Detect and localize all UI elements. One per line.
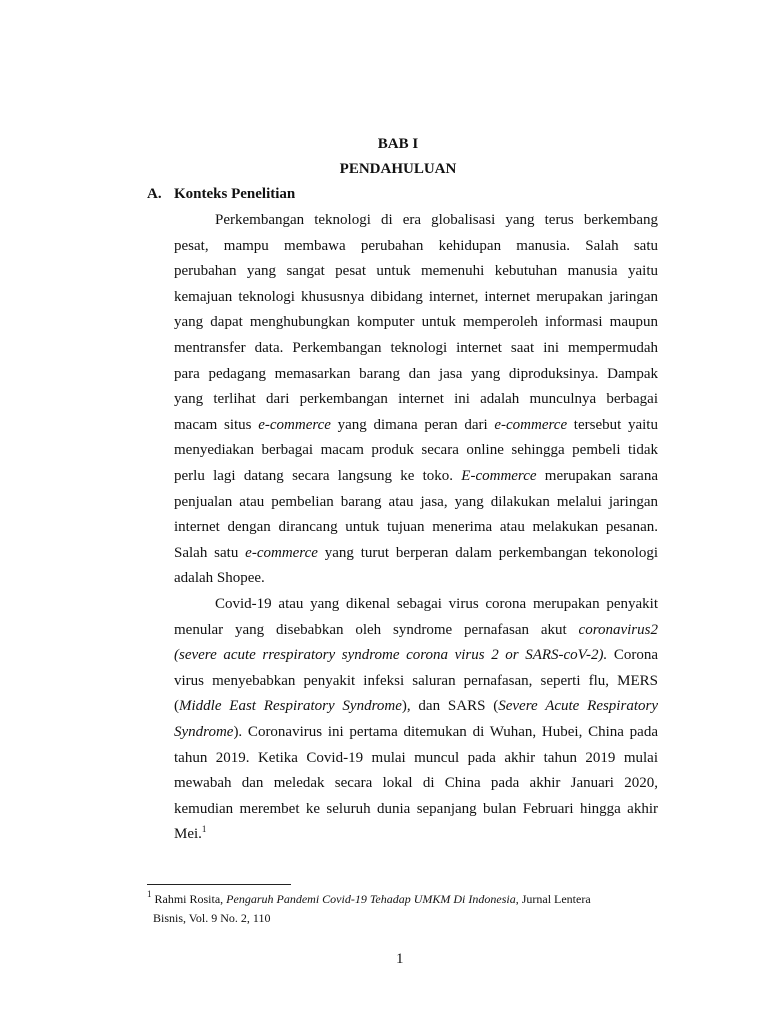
body-line (174, 412, 658, 438)
text-run: Bisnis, Vol. 9 No. 2, 110 (153, 911, 271, 925)
text-run: ). Coronavirus ini pertama ditemukan di Wuhan, Hubei, China pada (233, 724, 658, 740)
text-run: merupakan sarana (536, 468, 658, 484)
text-run: menyediakan berbagai macam produk secara online sehingga pembeli tidak (174, 442, 658, 459)
text-run: penjualan atau pembelian barang atau jasa, yang dilakukan melalui jaringan (174, 493, 658, 510)
text-run: tahun 2019. Ketika Covid-19 mulai muncul pada akhir tahun 2019 mulai (174, 749, 658, 766)
footnote-rule (147, 884, 291, 885)
section-title: Konteks Penelitian (174, 186, 296, 202)
text-run: Corona (607, 647, 658, 664)
italic-text: (severe acute rrespiratory syndrome corona virus 2 or SARS-coV-2). (174, 647, 608, 664)
body-line (174, 463, 658, 489)
text-run: para pedagang memasarkan barang dan jasa yang diproduksinya. Dampak (174, 365, 658, 382)
text-run: macam situs (174, 416, 259, 433)
body-line (174, 745, 658, 771)
chapter-title: PENDAHULUAN (339, 161, 457, 177)
text-run: yang turut berperan dalam perkembangan tekonologi (317, 544, 658, 561)
text-run: perubahan yang sangat pesat untuk memenuhi kebutuhan manusia yaitu (174, 263, 658, 280)
footnote-line-2 (153, 909, 270, 928)
text-run: virus menyebabkan penyakit infeksi saluran pernafasan, seperti flu, MERS (174, 672, 658, 689)
footnote-number: 1 (147, 889, 152, 899)
text-run: tersebut yaitu (567, 416, 658, 433)
italic-text: e-commerce (258, 416, 331, 433)
text-run: menular yang disebabkan oleh syndrome pernafasan akut (174, 621, 579, 638)
body-line (215, 207, 658, 233)
footnote-line-1 (147, 890, 591, 909)
body-line (174, 386, 658, 412)
text-run: internet dengan dirancang untuk tujuan menerima atau melakukan pesanan. (174, 519, 658, 536)
text-run: yang terlihat dari perkembangan internet ini adalah munculnya berbagai (174, 391, 658, 408)
body-line (174, 719, 658, 745)
body-line (174, 489, 658, 515)
text-run: pesat, mampu membawa perubahan kehidupan manusia. Salah satu (174, 237, 658, 254)
italic-text: Middle East Respiratory Syndrome (179, 698, 402, 715)
text-run: mentransfer data. Perkembangan teknologi internet saat ini mempermudah (174, 340, 658, 356)
body-line (174, 514, 658, 540)
body-line (174, 309, 658, 335)
text-run: mewabah dan meledak secara lokal di China pada akhir Januari 2020, (174, 775, 658, 792)
text-run: ( (174, 698, 179, 715)
body-line (174, 361, 658, 387)
text-run: yang dimana peran dari (330, 416, 495, 433)
body-line (174, 540, 658, 566)
italic-text: e-commerce (245, 544, 318, 561)
text-run: kemudian merembet ke seluruh dunia sepanjang bulan Februari hingga akhir (174, 800, 658, 817)
text-run: Salah satu (174, 544, 246, 561)
body-line (174, 796, 658, 822)
italic-text: e-commerce (494, 416, 568, 433)
body-line (174, 233, 658, 259)
body-line (174, 821, 658, 847)
body-line (174, 642, 658, 668)
body-line (215, 591, 658, 617)
text-run: , Jurnal Lentera (515, 892, 591, 906)
body-line (174, 565, 658, 591)
body-line (174, 284, 658, 310)
text-run: Mei. (174, 826, 202, 843)
chapter-label: BAB I (377, 136, 419, 152)
italic-text: Syndrome (174, 724, 234, 740)
text-run: kemajuan teknologi khususnya dibidang internet, internet merupakan jaringan (174, 288, 658, 305)
footnote-citation-cont (153, 911, 270, 925)
text-run: ), dan SARS ( (401, 698, 499, 715)
footnote-ref: 1 (201, 824, 207, 835)
body-line (174, 770, 658, 796)
section-heading (147, 186, 295, 203)
text-run: Perkembangan teknologi di era globalisasi yang terus berkembang (215, 212, 658, 228)
italic-text: Pengaruh Pandemi Covid-19 Tehadap UMKM Di Indonesia (226, 892, 516, 906)
body-line (174, 437, 658, 463)
italic-text: Severe Acute Respiratory (498, 698, 658, 715)
footnote-citation (152, 892, 591, 906)
text-run: perlu lagi datang secara langsung ke toko. (174, 468, 462, 484)
body-line (174, 335, 658, 361)
text-run: Covid-19 atau yang dikenal sebagai virus corona merupakan penyakit (215, 596, 658, 612)
body-line (174, 693, 658, 719)
body-line (174, 617, 658, 643)
page-number: 1 (396, 951, 404, 967)
italic-text: E-commerce (461, 468, 537, 484)
text-run: Rahmi Rosita, (151, 892, 227, 906)
body-line (174, 258, 658, 284)
section-letter: A. (147, 186, 162, 202)
text-run: yang dapat menghubungkan komputer untuk memperoleh informasi maupun (174, 314, 658, 331)
text-run: adalah Shopee. (174, 570, 265, 587)
body-line (174, 668, 658, 694)
italic-text: coronavirus2 (578, 621, 658, 638)
